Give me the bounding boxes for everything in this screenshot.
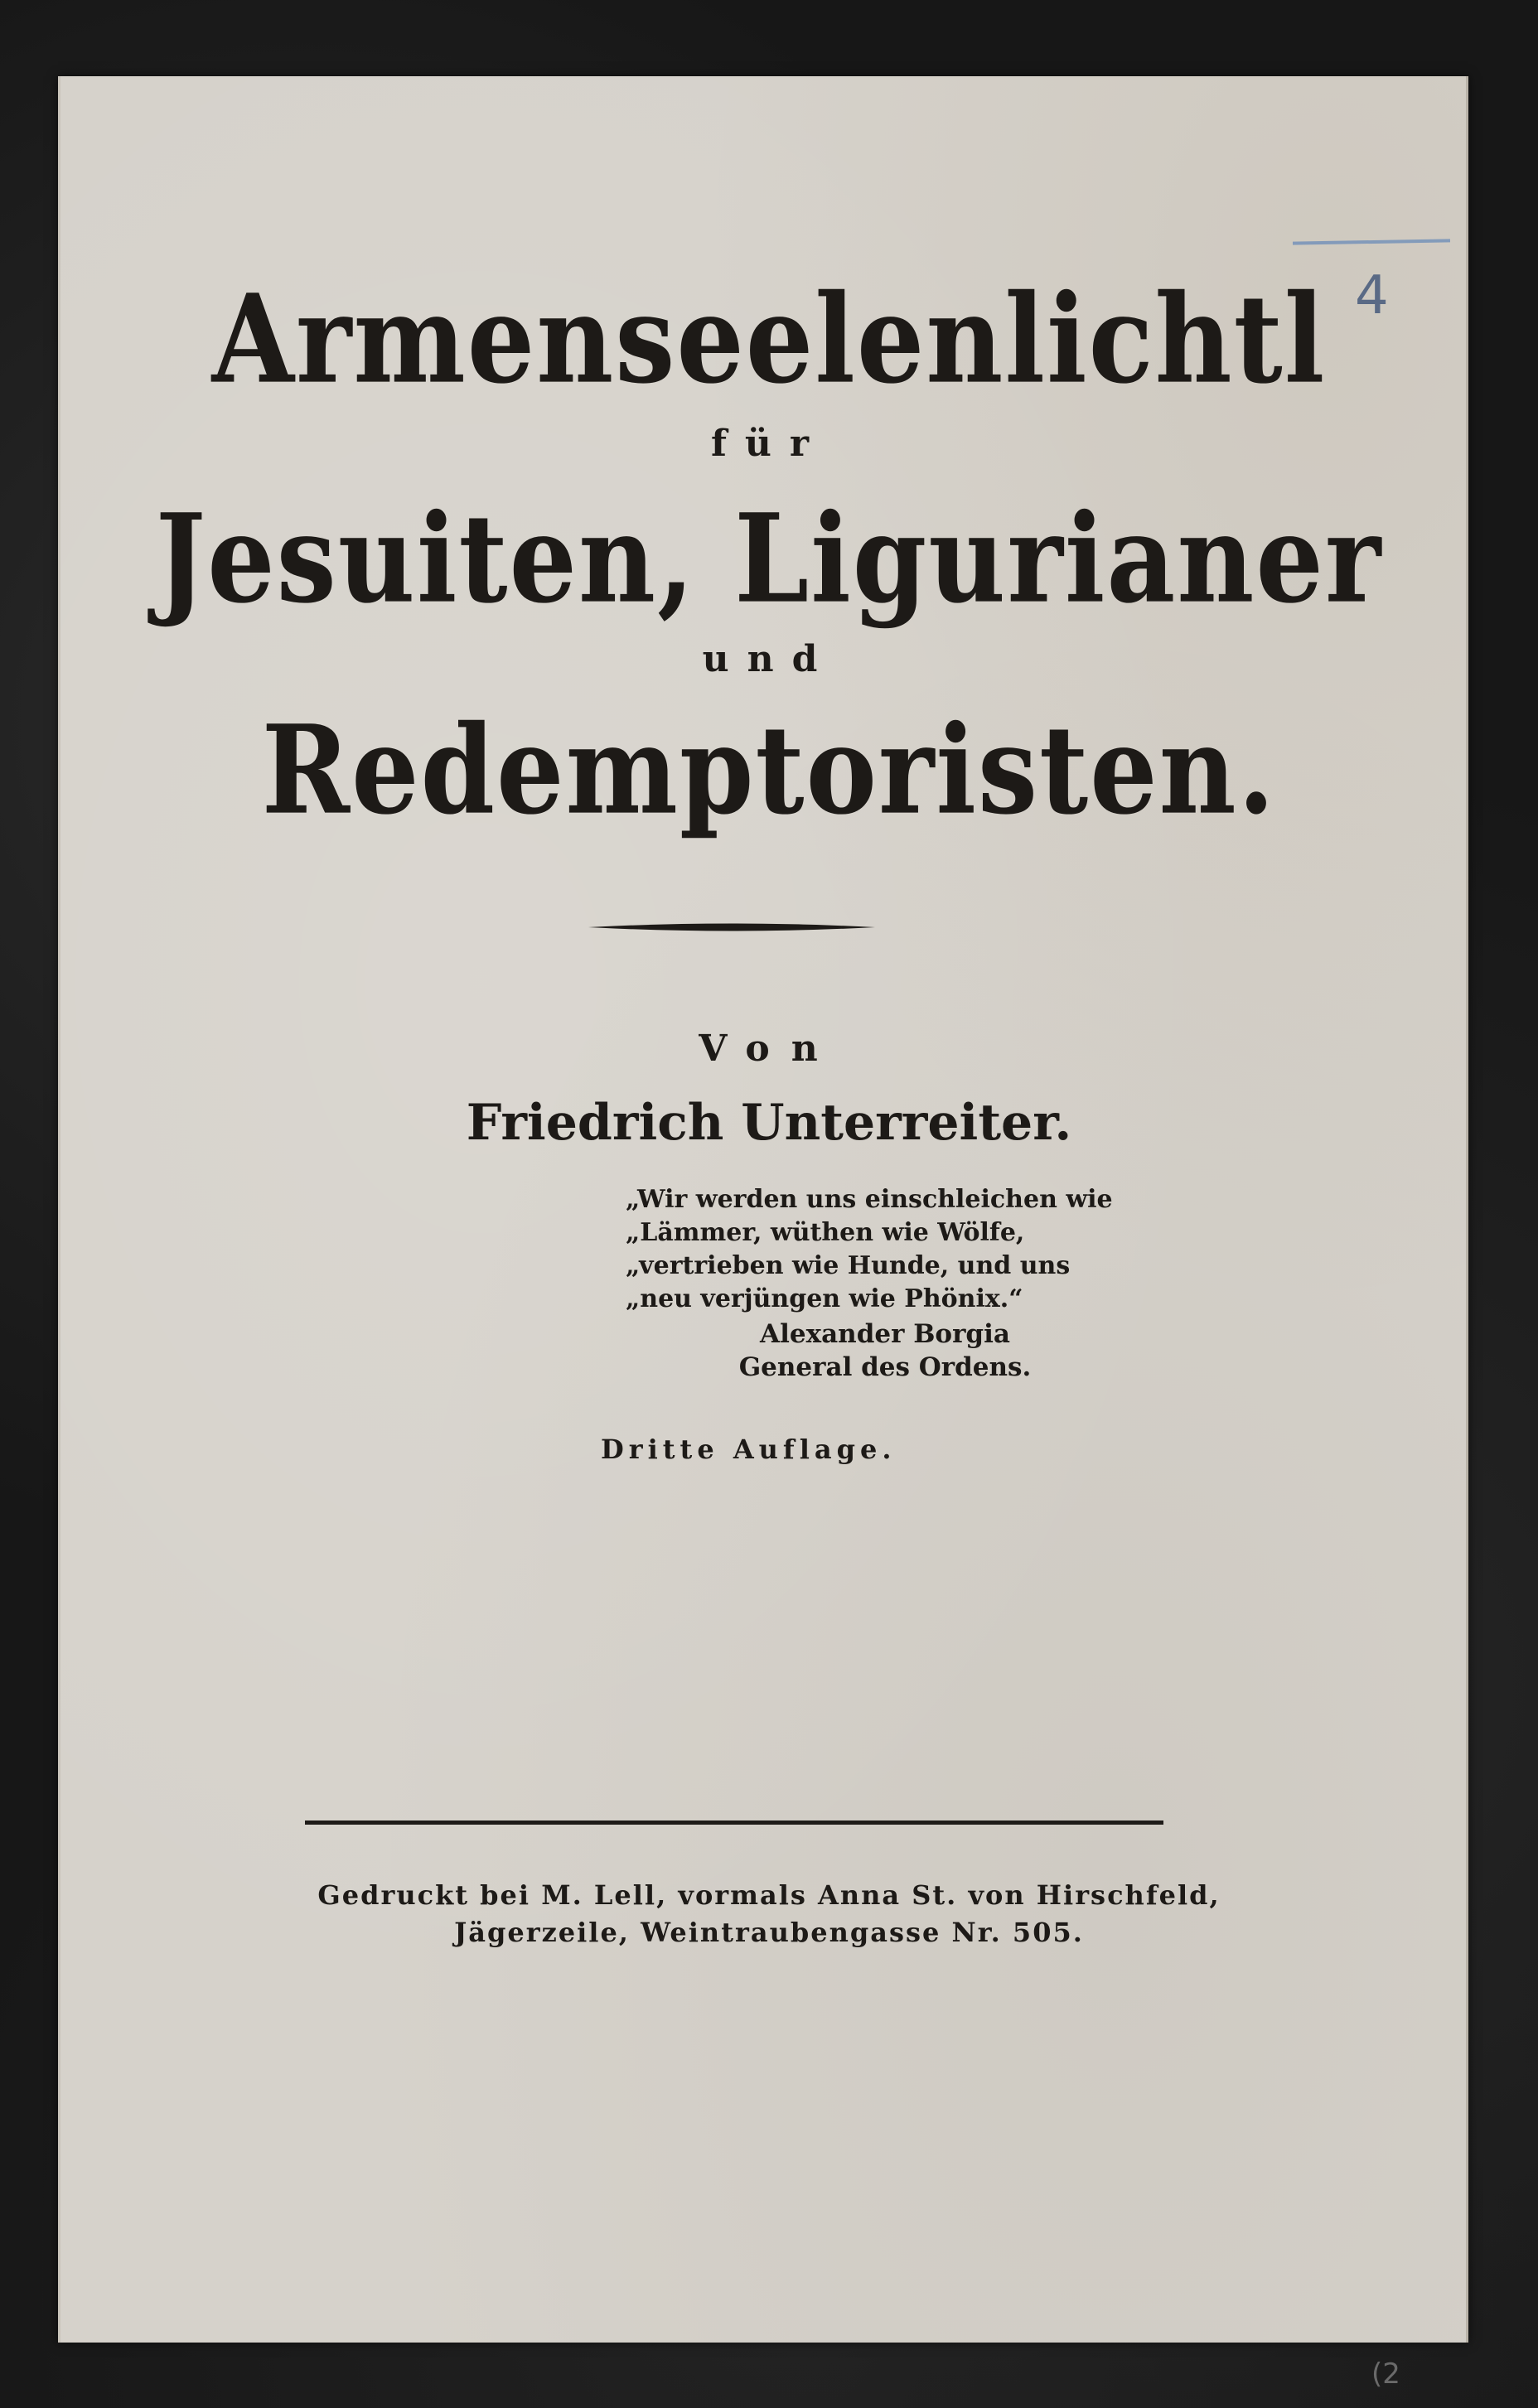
motto-line: „vertrieben wie Hunde, und uns xyxy=(626,1251,1071,1280)
edition-label: Dritte Auflage. xyxy=(601,1434,897,1465)
motto-line: „Wir werden uns einschleichen wie xyxy=(626,1185,1113,1214)
corner-annotation: (2 xyxy=(1371,2357,1400,2391)
title-line-2: Jesuiten, Ligurianer xyxy=(155,487,1383,631)
bottom-rule xyxy=(305,1821,1163,1825)
imprint-line-1: Gedruckt bei M. Lell, vormals Anna St. von Hirschfeld, xyxy=(317,1879,1221,1911)
title-line-3: Redemptoristen. xyxy=(261,699,1277,843)
motto-line: „Lämmer, wüthen wie Wölfe, xyxy=(626,1218,1025,1247)
author-name: Friedrich Unterreiter. xyxy=(466,1094,1072,1152)
by-label: Von xyxy=(699,1028,839,1070)
motto-author-role: General des Ordens. xyxy=(738,1352,1032,1382)
title-and: und xyxy=(702,638,836,680)
title-for: für xyxy=(710,423,828,465)
pencil-annotation: 4 xyxy=(1355,265,1389,326)
ornamental-rule xyxy=(588,921,875,933)
imprint-line-2: Jägerzeile, Weintraubengasse Nr. 505. xyxy=(454,1917,1084,1948)
motto-line: „neu verjüngen wie Phönix.“ xyxy=(626,1284,1023,1313)
title-line-1: Armenseelenlichtl xyxy=(211,268,1327,412)
motto-quote xyxy=(626,1183,1113,1316)
motto-author: Alexander Borgia xyxy=(760,1319,1010,1349)
